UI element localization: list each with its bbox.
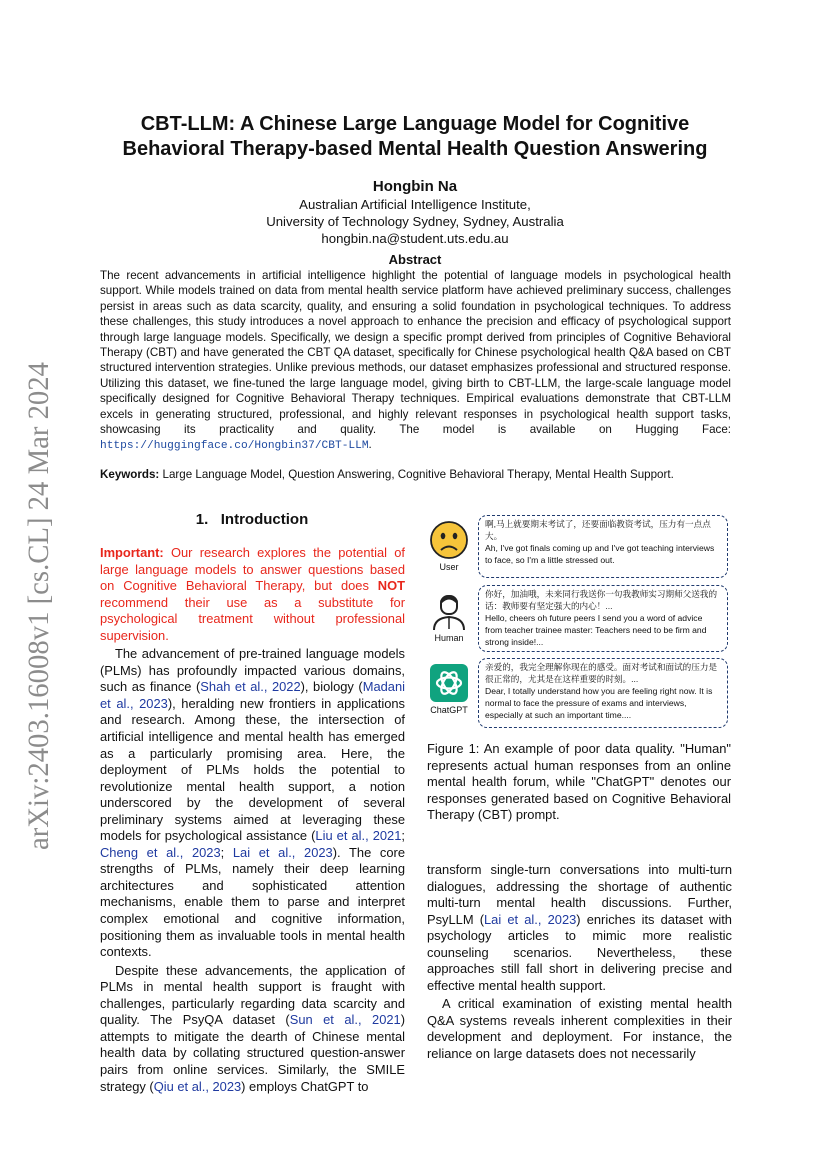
model-url-link[interactable]: https://huggingface.co/Hongbin37/CBT-LLM [100,440,369,453]
important-not: NOT [377,578,405,594]
chatgpt-avatar [425,663,473,715]
arxiv-stamp [10,360,60,850]
person-icon [429,591,469,631]
user-label: User [439,562,459,572]
keywords [100,467,731,482]
user-message-bubble [478,515,728,578]
important-text-2: recommend their use as a substitute for psychological treatment without professional supervision. [100,594,405,643]
human-avatar [425,591,473,643]
para2-text: ) employs ChatGPT to [241,1078,369,1094]
affiliation-line-1: Australian Artificial Intelligence Institute, [299,197,531,212]
para2-text: ) attempts to mitigate the dearth of Chinese mental health data by collating structured question-answer pairs from online services. Similarly, the SMILE strategy ( [100,1012,406,1094]
abstract-text: The recent advancements in artificial intelligence highlight the potential of language models in psychological health support. While models trained on data from mental health service platform have achieved preliminary success, challenges persist in areas such as data scarcity, quality, and ensuring a solid foundation in psychological techniques. To address these challenges, this study introduces a novel approach to enhance the precision and efficacy of psychological support through large language models. Specifically, we design a specific prompt derived from principles of Cognitive Behavioral Therapy (CBT) and have generated the CBT QA dataset, specifically for Chinese psychological health Q&A based on CBT structured intervention strategies. Unlike previous methods, our dataset emphasizes professional and structured response. Utilizing this dataset, we fine-tuned the large language model, giving birth to CBT-LLM, the large-scale language model specifically designed for Cognitive Behavioral Therapy techniques. Empirical evaluations demonstrate that CBT-LLM excels in generating structured, professional, and highly relevant responses in psychological health support tasks, showcasing its practicality and quality. The model is available on Hugging Face: [100,269,731,437]
citation-link[interactable]: Sun et al., 2021 [289,1012,401,1028]
left-column [100,545,405,1097]
para3-text: ) enriches its dataset with psychology articles to mimic more realistic counseling scenarios. Nevertheless, these approaches still fall short in delivering precise and effective mental health support. [427,911,732,993]
keywords-text: Large Language Model, Question Answering, Cognitive Behavioral Therapy, Mental Health Support. [162,468,674,481]
para1-text: ), biology ( [300,679,363,695]
author-name: Hongbin Na [372,178,458,195]
intro-paragraph-3 [427,862,732,994]
para1-text: ), heralding new frontiers in applications and research. Among these, the intersection of artificial intelligence and mental health has emerged as a particularly promising area. Here, the deployment of PLMs holds the potential to revolutionize mental health support, a notion underscored by the development of several preliminary systems aimed at leveraging these models for psychological assistance ( [100,695,405,844]
right-column [427,862,732,1065]
chatgpt-response-en: Dear, I totally understand how you are feeling right now. It is normal to face the pressure of exams and interviews, especially at such an important time.... [485,686,713,720]
citation-link[interactable]: Lai et al., 2023 [484,911,577,927]
user-message-en: Ah, I've got finals coming up and I've got teaching interviews to face, so I'm a little stressed out. [485,543,715,565]
section-title: Introduction [220,511,309,528]
para1-text: The advancement of pre-trained language models (PLMs) has profoundly impacted various domains, such as finance ( [100,646,405,695]
para1-text: ; [401,828,405,844]
important-label: Important: [100,545,164,560]
intro-paragraph-1 [100,646,405,960]
important-text-1: Our research explores the potential of large language models to answer questions based on Cognitive Behavioral Therapy, but does [100,545,405,594]
abstract-heading: Abstract [388,252,442,267]
human-response-bubble [478,585,728,652]
paper-title: CBT-LLM: A Chinese Large Language Model for Cognitive Behavioral Therapy-based Mental Health Question Answering [122,113,708,160]
figure-1 [425,515,735,720]
citation-link[interactable]: Liu et al., 2021 [315,828,402,844]
para2-text: Despite these advancements, the application of PLMs in mental health support is fraught with challenges, particularly regarding data scarcity and quality. The PsyQA dataset ( [100,962,405,1028]
abstract-end: . [368,438,372,452]
para1-text: ). The core strengths of PLMs, namely their deep learning architectures and sophisticated attention mechanisms, enable them to parse and interpret complex emotional and cognitive information, positioning them as invaluable tools in mental health contexts. [100,844,406,960]
chatgpt-response-zh: 亲爱的，我完全理解你现在的感受。面对考试和面试的压力是很正常的，尤其是在这样重要的时刻。... [485,662,718,684]
citation-link[interactable]: Qiu et al., 2023 [153,1078,242,1094]
para1-text: ; [220,844,233,860]
author-email[interactable]: hongbin.na@student.uts.edu.au [321,231,509,246]
affiliation-line-2: University of Technology Sydney, Sydney, Australia [266,214,564,229]
human-label: Human [434,633,464,643]
important-notice [100,545,405,644]
user-avatar [425,520,473,572]
section-number: 1. [195,511,209,528]
chatgpt-label: ChatGPT [430,705,468,715]
para3-text: transform single-turn conversations into multi-turn dialogues, addressing the shortage of authentic multi-turn mental health discussions. Further, PsyLLM ( [427,862,732,927]
citation-link[interactable]: Madani et al., 2023 [100,679,405,711]
citation-link[interactable]: Cheng et al., 2023 [100,844,221,860]
human-response-en: Hello, cheers oh future peers I send you a word of advice from teacher trainee master: Teachers need to be firm and strong inside!... [485,613,707,647]
author-affiliation [100,196,730,247]
citation-link[interactable]: Lai et al., 2023 [232,844,333,860]
user-message-zh: 啊,马上就要期末考试了，还要面临教资考试，压力有一点点大。 [485,519,711,541]
intro-paragraph-4: A critical examination of existing mental health Q&A systems reveals inherent complexities in their development and deployment. For instance, the reliance on large datasets does not necessarily [427,996,732,1062]
sad-face-icon [429,520,469,560]
chatgpt-response-bubble [478,658,728,728]
citation-link[interactable]: Shah et al., 2022 [200,679,301,695]
section-heading [100,511,404,528]
intro-paragraph-2 [100,963,405,1095]
abstract-body [100,268,731,455]
arxiv-stamp-text: arXiv:2403.16008v1 [cs.CL] 24 Mar 2024 [22,360,55,850]
figure-1-caption: Figure 1: An example of poor data quality. "Human" represents actual human responses from an online mental health forum, while "ChatGPT" denotes our responses generated based on Cognitive Behavioral Therapy (CBT) prompt. [427,741,731,823]
keywords-label: Keywords: [100,468,160,481]
human-response-zh: 你好，加油哦，未来同行我送你一句我教师实习期师父送我的话：教师要有坚定强大的内心！... [485,589,718,611]
chatgpt-logo-icon [429,663,469,703]
